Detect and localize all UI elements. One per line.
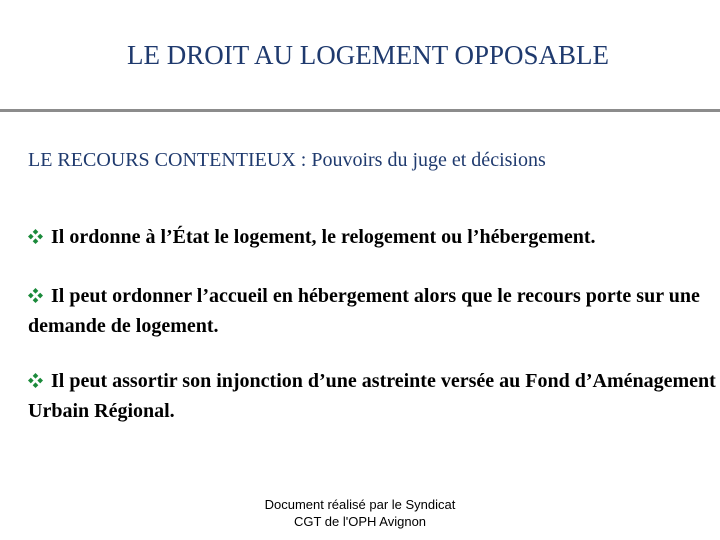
slide-title: LE DROIT AU LOGEMENT OPPOSABLE [126,40,610,70]
diamond-bullet-icon [28,229,43,244]
footer-credit [230,496,490,530]
bullet-text-1: Il ordonne à l’État le logement, le relogement ou l’hébergement. [51,226,596,248]
footer-line-2: CGT de l'OPH Avignon [293,514,427,529]
slide-subtitle: LE RECOURS CONTENTIEUX : Pouvoirs du juge et décisions [28,149,546,171]
bullet-text-2: Il peut ordonner l’accueil en hébergement alors que le recours porte sur une demande de logement. [28,285,700,337]
diamond-bullet-icon [28,288,43,303]
title-divider [0,109,720,112]
bullet-item-2 [28,281,718,341]
footer-line-1: Document réalisé par le Syndicat [264,497,456,512]
bullet-item-1 [28,222,718,252]
diamond-bullet-icon [28,373,43,388]
bullet-text-3: Il peut assortir son injonction d’une astreinte versée au Fond d’Aménagement Urbain Régional. [28,370,716,422]
bullet-item-3 [28,366,718,426]
